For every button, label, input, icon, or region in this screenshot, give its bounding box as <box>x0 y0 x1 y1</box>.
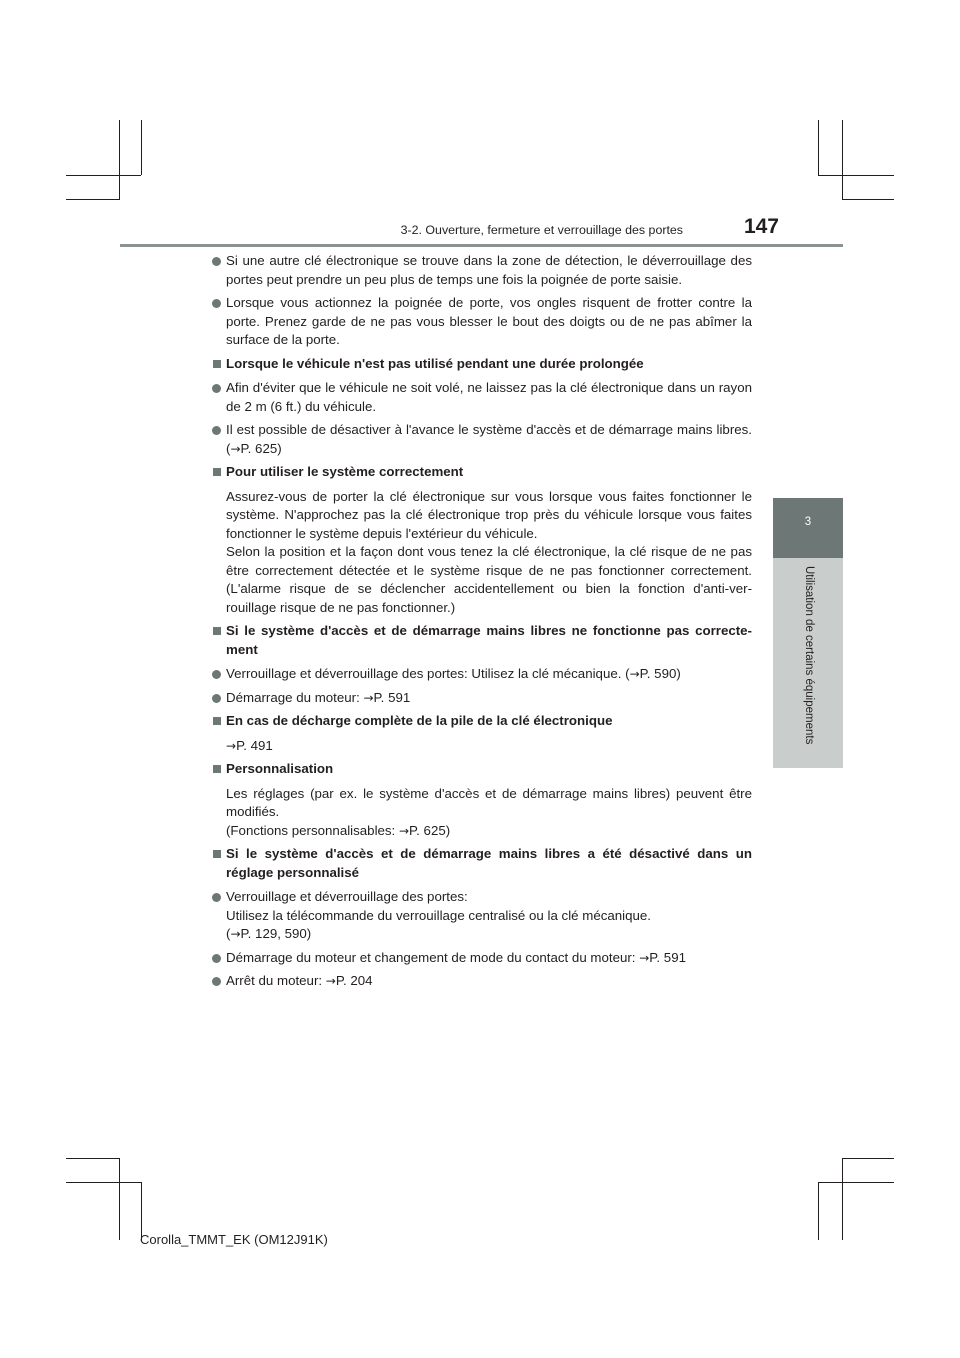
page-reference: P. 129, 590) <box>240 926 312 941</box>
arrow-right-icon: → <box>325 974 336 988</box>
bullet-item <box>212 689 752 708</box>
paragraph <box>212 785 752 822</box>
heading-text: Si le système d'accès et de démarrage mains libres ne fonctionne pas correcte-ment <box>226 623 752 657</box>
heading-text: Si le système d'accès et de démarrage mains libres a été désactivé dans un réglage personnalisé <box>226 846 752 880</box>
section-title: 3-2. Ouverture, fermeture et verrouillage des portes <box>400 223 683 237</box>
paragraph <box>212 488 752 544</box>
square-bullet-icon <box>213 627 221 635</box>
arrow-right-icon: → <box>629 667 640 681</box>
heading-text: Pour utiliser le système correctement <box>226 464 464 479</box>
section-heading <box>212 712 752 731</box>
bullet-dot-icon <box>212 257 221 266</box>
arrow-right-icon: → <box>230 441 241 456</box>
heading-text: En cas de décharge complète de la pile de la clé électronique <box>226 713 613 728</box>
bullet-text: Arrêt du moteur: <box>226 973 326 988</box>
bullet-text: Verrouillage et déverrouillage des portes: <box>226 889 468 904</box>
arrow-right-icon: → <box>230 927 241 941</box>
page-number: 147 <box>743 215 779 238</box>
square-bullet-icon <box>213 850 221 858</box>
square-bullet-icon <box>213 468 221 476</box>
chapter-tab <box>773 498 843 558</box>
bullet-item <box>212 252 752 289</box>
bullet-item <box>212 294 752 350</box>
section-heading <box>212 845 752 882</box>
paragraph <box>212 822 752 841</box>
crop-mark <box>842 199 894 200</box>
bullet-dot-icon <box>212 384 221 393</box>
paragraph-text: Selon la position et la façon dont vous tenez la clé électronique, la clé risque de ne pas être correctement détectée et le système risque de ne pas fonctionner correctement. (L'alarme risque de se déclencher accidentellement ou bien la fonction d'anti-ver-rouillage risque de ne pas fonctionner.) <box>226 544 752 615</box>
page-header <box>120 215 843 246</box>
section-heading <box>212 355 752 374</box>
square-bullet-icon <box>213 360 221 368</box>
arrow-right-icon: → <box>639 950 650 965</box>
crop-mark <box>119 120 120 200</box>
crop-mark <box>66 1158 119 1159</box>
arrow-right-icon: → <box>398 823 410 838</box>
bullet-text: Utilisez la télécommande du verrouillage centralisé ou la clé mécanique. <box>226 907 651 923</box>
bullet-text: Afin d'éviter que le véhicule ne soit volé, ne laissez pas la clé électronique dans un rayon de 2 m (6 ft.) du véhicule. <box>226 380 752 414</box>
heading-text: Personnalisation <box>226 761 334 776</box>
crop-mark <box>66 175 141 176</box>
bullet-item <box>212 888 752 944</box>
page-reference: P. 625) <box>409 822 451 838</box>
bullet-item <box>212 421 752 458</box>
heading-text: Lorsque le véhicule n'est pas utilisé pendant une durée prolongée <box>226 355 644 371</box>
bullet-text: Démarrage du moteur et changement de mode du contact du moteur: <box>226 949 640 965</box>
paragraph <box>212 737 752 756</box>
crop-mark <box>818 120 819 175</box>
bullet-dot-icon <box>212 893 221 902</box>
crop-mark <box>818 1182 894 1183</box>
main-content <box>212 252 752 996</box>
crop-mark <box>119 1158 120 1240</box>
bullet-dot-icon <box>212 977 221 986</box>
bullet-item <box>212 379 752 416</box>
bullet-text: Il est possible de désactiver à l'avance le système d'accès et de démarrage mains libres. ( <box>226 422 752 456</box>
section-heading <box>212 463 752 482</box>
chapter-label: Utilisation de certains équipements <box>803 566 815 745</box>
section-heading <box>212 760 752 779</box>
square-bullet-icon <box>213 765 221 773</box>
crop-mark <box>66 1182 141 1183</box>
bullet-item <box>212 972 752 991</box>
bullet-text: Verrouillage et déverrouillage des portes: Utilisez la clé mécanique. ( <box>226 666 630 681</box>
crop-mark <box>818 175 894 176</box>
page-reference: P. 591 <box>373 689 411 705</box>
bullet-item <box>212 949 752 968</box>
bullet-item <box>212 665 752 684</box>
bullet-dot-icon <box>212 299 221 308</box>
bullet-text: Si une autre clé électronique se trouve dans la zone de détection, le déverrouillage des portes peut prendre un peu plus de temps une fois la poignée de porte saisie. <box>226 253 752 287</box>
document-code: Corolla_TMMT_EK (OM12J91K) <box>140 1232 328 1247</box>
paragraph-text: Les réglages (par ex. le système d'accès et de démarrage mains libres) peuvent être modifiés. <box>226 785 752 819</box>
crop-mark <box>66 199 119 200</box>
paragraph-text: Assurez-vous de porter la clé électronique sur vous lorsque vous faites fonctionner le système. N'approchez pas la clé électronique trop près du véhicule lorsque vous faites fonctionner le système depuis l'extérieur du véhicule. <box>226 488 752 541</box>
header-rule <box>120 244 843 247</box>
chapter-number: 3 <box>804 516 812 528</box>
crop-mark <box>842 1158 843 1240</box>
page-reference: P. 491 <box>236 737 273 753</box>
page-reference: P. 590) <box>639 666 681 681</box>
bullet-dot-icon <box>212 426 221 435</box>
crop-mark <box>818 1182 819 1240</box>
page-reference: P. 591 <box>649 949 686 965</box>
section-heading <box>212 622 752 659</box>
bullet-dot-icon <box>212 670 221 679</box>
bullet-text: (→P. 129, 590) <box>226 926 312 941</box>
square-bullet-icon <box>213 717 221 725</box>
bullet-text: Démarrage du moteur: <box>226 689 364 705</box>
crop-mark <box>842 120 843 200</box>
paragraph <box>212 543 752 617</box>
arrow-right-icon: → <box>226 738 237 753</box>
paragraph-text: (Fonctions personnalisables: <box>226 822 399 838</box>
bullet-dot-icon <box>212 954 221 963</box>
bullet-text: Lorsque vous actionnez la poignée de porte, vos ongles risquent de frotter contre la porte. Prenez garde de ne pas vous blesser le bout des doigts ou de ne pas abîmer la surface de la porte. <box>226 295 752 347</box>
bullet-dot-icon <box>212 694 221 703</box>
arrow-right-icon: → <box>363 690 374 705</box>
crop-mark <box>842 1158 894 1159</box>
crop-mark <box>141 120 142 175</box>
page-reference: P. 204 <box>335 973 373 988</box>
page-reference: P. 625) <box>240 440 282 456</box>
